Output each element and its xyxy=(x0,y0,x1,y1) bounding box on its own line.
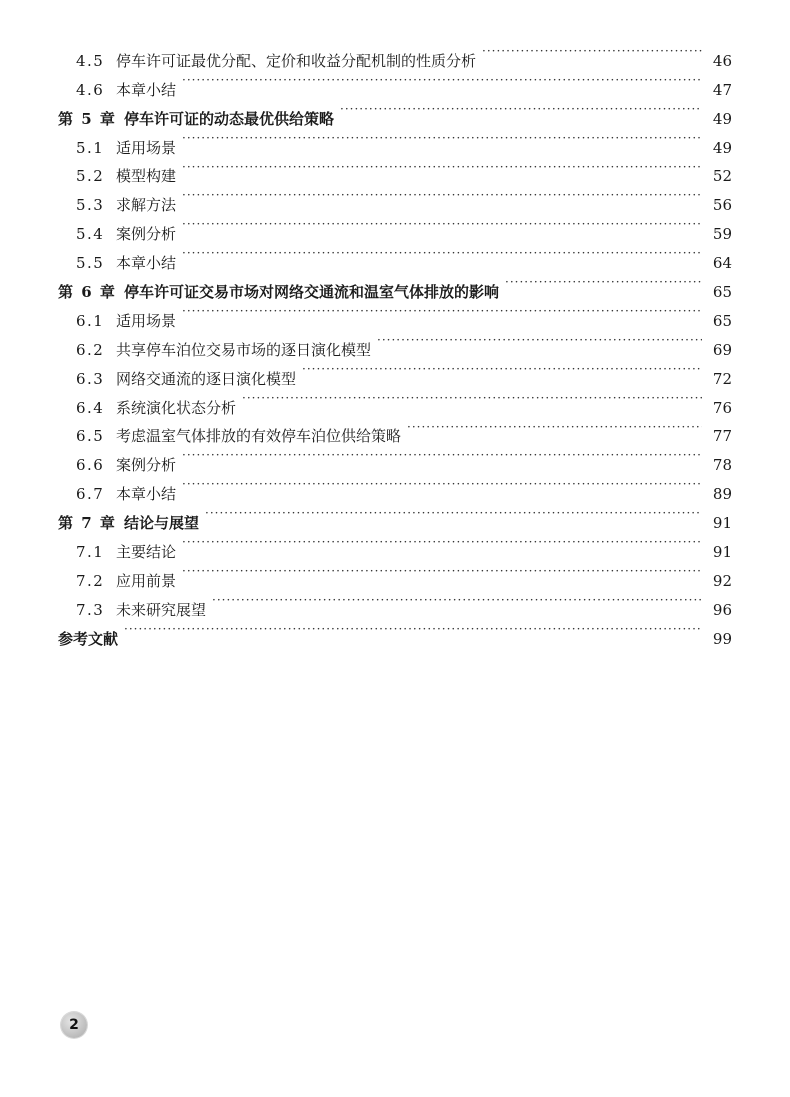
section-title: 网络交通流的逐日演化模型 xyxy=(116,369,297,388)
page-number: 78 xyxy=(712,456,732,475)
chapter-title: 结论与展望 xyxy=(124,514,200,533)
page-number: 49 xyxy=(712,109,732,128)
page-number: 89 xyxy=(712,485,732,504)
dot-leader xyxy=(340,95,702,124)
page-number: 69 xyxy=(712,340,732,359)
page-number: 91 xyxy=(712,514,732,533)
section-title: 本章小结 xyxy=(116,485,177,504)
section-title: 求解方法 xyxy=(116,196,177,215)
section-title: 系统演化状态分析 xyxy=(116,398,237,417)
section-title: 案例分析 xyxy=(116,225,177,244)
page-number: 96 xyxy=(712,600,732,619)
page-number: 99 xyxy=(712,629,732,648)
section-number: 5.1 xyxy=(76,138,105,157)
references-title: 参考文献 xyxy=(58,629,119,648)
section-number: 4.6 xyxy=(76,80,105,99)
section-number: 5.3 xyxy=(76,196,105,215)
dot-leader xyxy=(182,470,702,499)
section-number: 6.5 xyxy=(76,427,105,446)
section-title: 停车许可证最优分配、定价和收益分配机制的性质分析 xyxy=(116,51,477,70)
chapter-title: 停车许可证交易市场对网络交通流和温室气体排放的影响 xyxy=(124,283,500,302)
dot-leader xyxy=(302,355,702,384)
section-number: 7.1 xyxy=(76,543,105,562)
chapter-number: 第 6 章 xyxy=(58,283,117,302)
table-of-contents xyxy=(58,37,732,648)
section-number: 6.1 xyxy=(76,311,105,330)
section-number: 5.2 xyxy=(76,167,105,186)
page-number: 47 xyxy=(712,80,732,99)
dot-leader xyxy=(124,615,702,644)
page-number: 92 xyxy=(712,571,732,590)
section-title: 本章小结 xyxy=(116,80,177,99)
dot-leader xyxy=(182,124,702,153)
page-number: 72 xyxy=(712,369,732,388)
chapter-title: 停车许可证的动态最优供给策略 xyxy=(124,109,335,128)
page-number: 77 xyxy=(712,427,732,446)
dot-leader xyxy=(182,441,702,470)
dot-leader xyxy=(205,499,702,528)
chapter-number: 第 7 章 xyxy=(58,514,117,533)
page-number: 52 xyxy=(712,167,732,186)
toc-references[interactable] xyxy=(58,615,732,648)
toc-entry-4-5[interactable] xyxy=(58,37,732,70)
page-number: 91 xyxy=(712,543,732,562)
section-title: 适用场景 xyxy=(116,138,177,157)
dot-leader xyxy=(407,413,702,442)
page-number: 65 xyxy=(712,283,732,302)
page-number: 59 xyxy=(712,225,732,244)
section-number: 7.3 xyxy=(76,600,105,619)
section-number: 6.3 xyxy=(76,369,105,388)
dot-leader xyxy=(182,66,702,95)
dot-leader xyxy=(182,297,702,326)
section-number: 7.2 xyxy=(76,571,105,590)
section-number: 6.4 xyxy=(76,398,105,417)
section-title: 共享停车泊位交易市场的逐日演化模型 xyxy=(116,340,372,359)
section-title: 案例分析 xyxy=(116,456,177,475)
section-title: 本章小结 xyxy=(116,254,177,273)
dot-leader xyxy=(505,268,702,297)
dot-leader xyxy=(182,528,702,557)
section-title: 应用前景 xyxy=(116,571,177,590)
section-title: 适用场景 xyxy=(116,311,177,330)
dot-leader xyxy=(212,586,702,615)
dot-leader xyxy=(182,239,702,268)
section-number: 6.6 xyxy=(76,456,105,475)
page-number: 46 xyxy=(712,51,732,70)
section-number: 4.5 xyxy=(76,51,105,70)
dot-leader xyxy=(182,153,702,182)
dot-leader xyxy=(482,37,702,66)
chapter-number: 第 5 章 xyxy=(58,109,117,128)
section-title: 模型构建 xyxy=(116,167,177,186)
dot-leader xyxy=(182,181,702,210)
section-number: 6.2 xyxy=(76,340,105,359)
dot-leader xyxy=(182,210,702,239)
dot-leader xyxy=(182,557,702,586)
dot-leader xyxy=(242,384,702,413)
section-number: 5.5 xyxy=(76,254,105,273)
page-number: 64 xyxy=(712,254,732,273)
section-number: 5.4 xyxy=(76,225,105,244)
section-number: 6.7 xyxy=(76,485,105,504)
section-title: 主要结论 xyxy=(116,543,177,562)
page-number: 49 xyxy=(712,138,732,157)
section-title: 未来研究展望 xyxy=(116,600,207,619)
page-number-badge: 2 xyxy=(61,1012,87,1038)
page-number: 56 xyxy=(712,196,732,215)
section-title: 考虑温室气体排放的有效停车泊位供给策略 xyxy=(116,427,402,446)
dot-leader xyxy=(377,326,702,355)
page-number: 65 xyxy=(712,311,732,330)
page-number: 76 xyxy=(712,398,732,417)
